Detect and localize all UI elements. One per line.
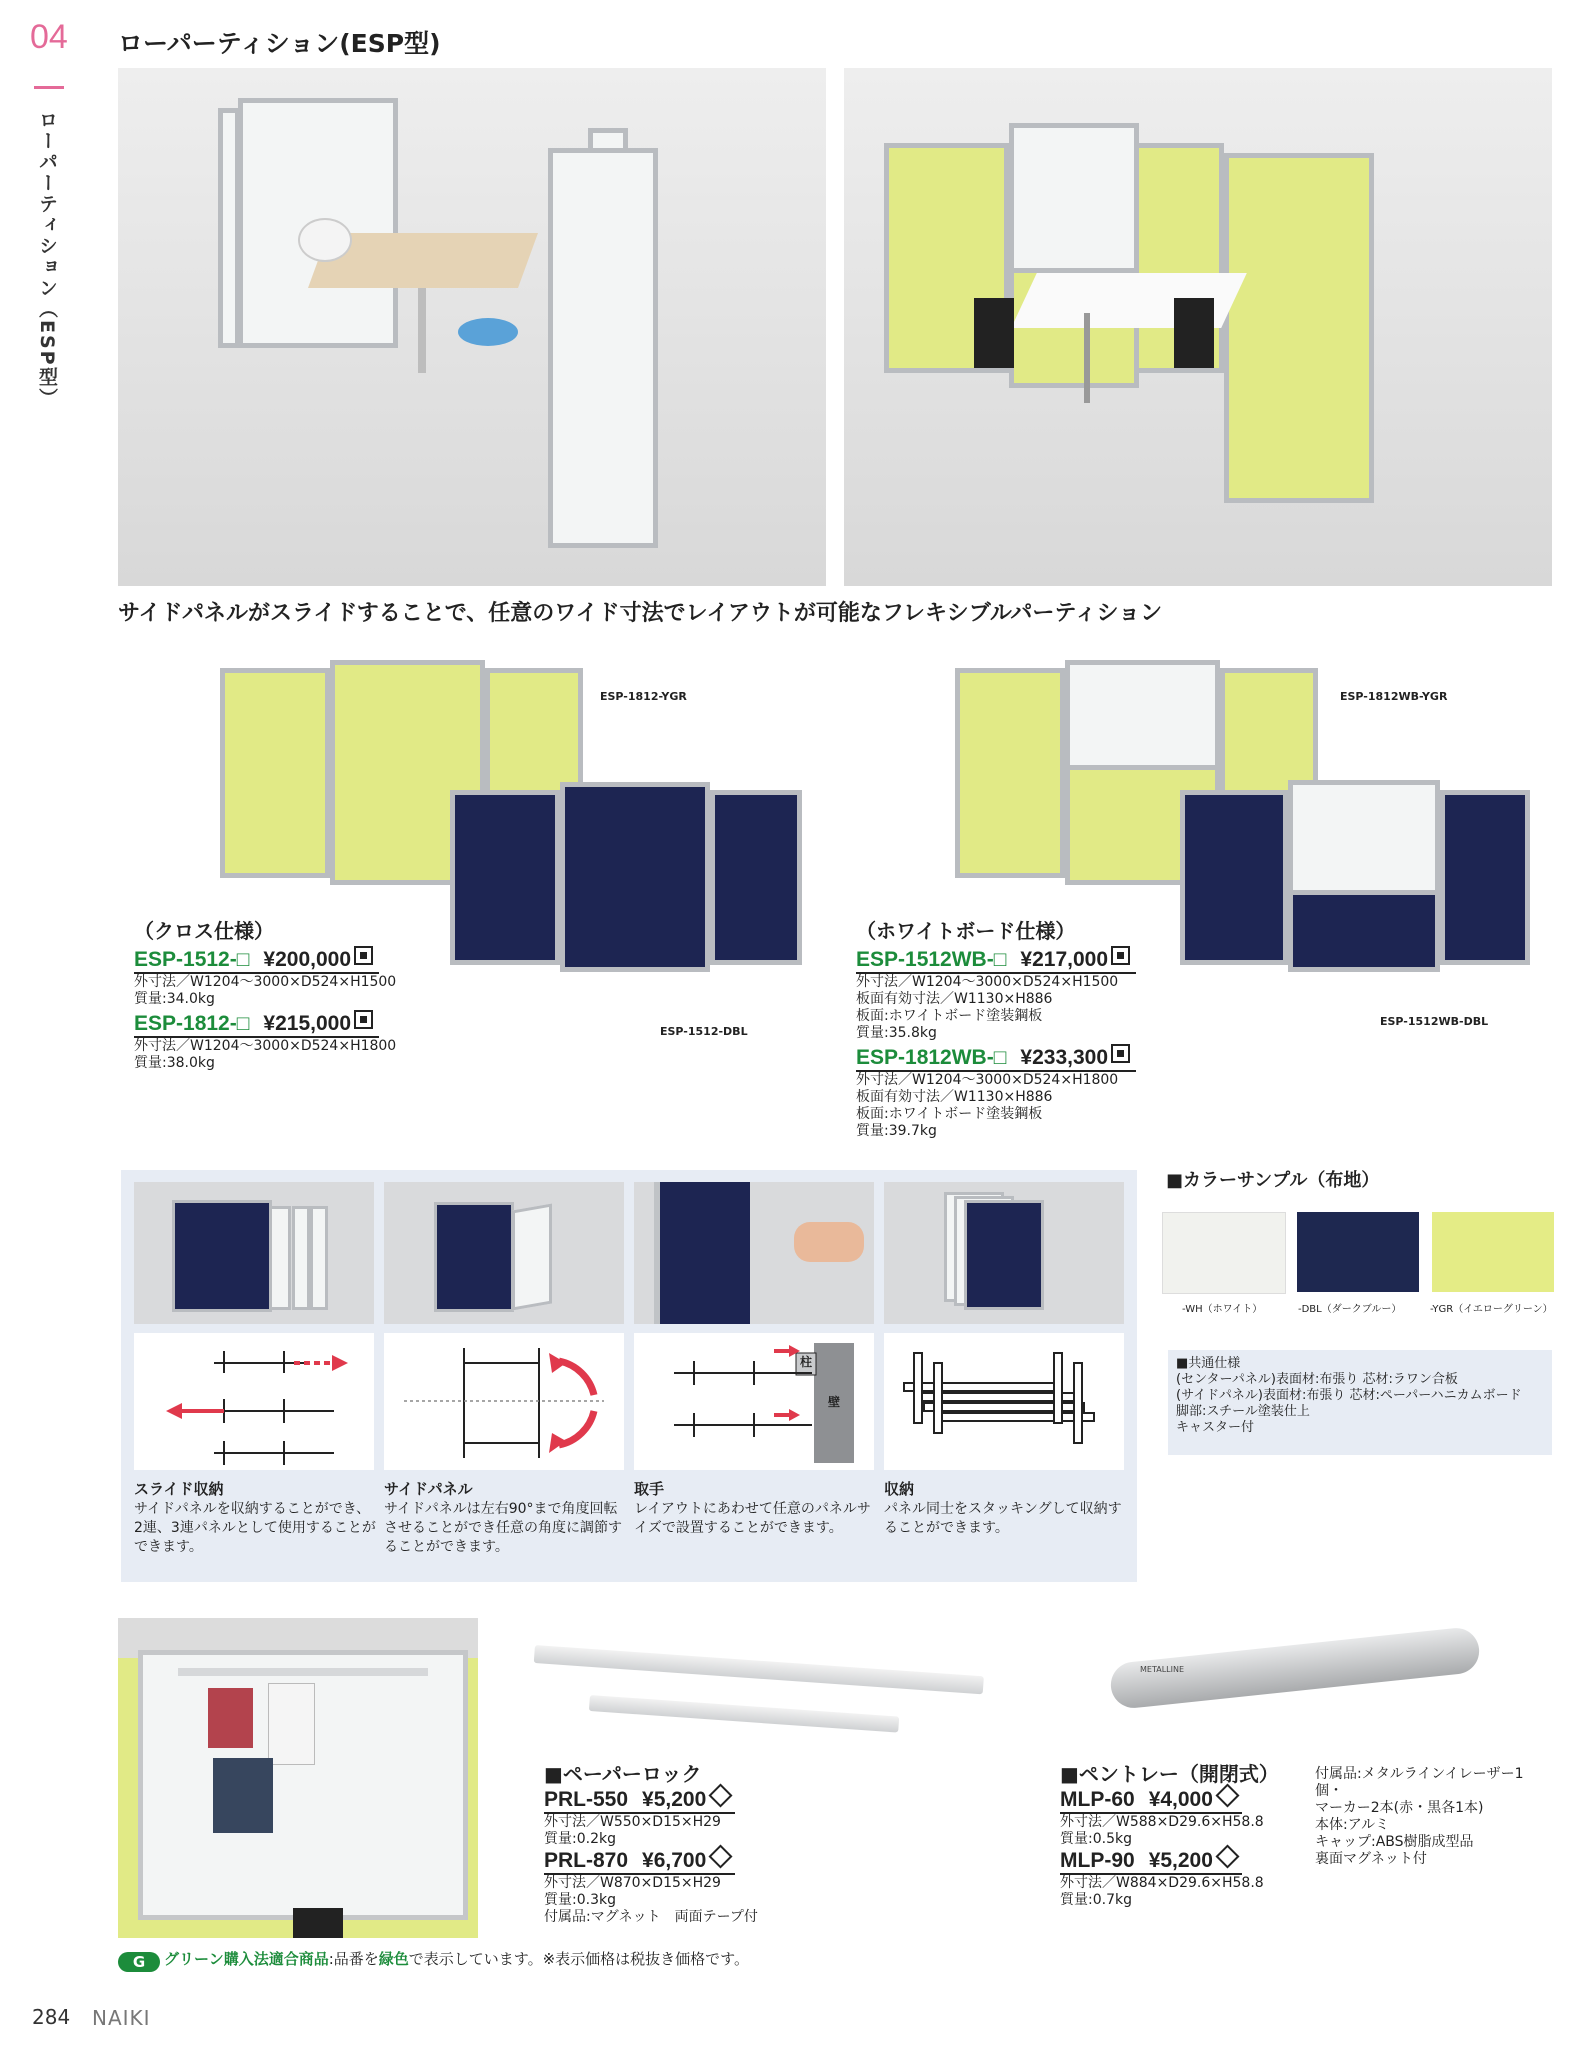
- cross-heading: （クロス仕様）: [134, 919, 274, 943]
- spec-line: 外寸法／W588×D29.6×H58.8: [1060, 1814, 1264, 1830]
- spec-line: 付属品:マグネット 両面テープ付: [544, 1909, 758, 1925]
- feature-title: 取手: [634, 1480, 665, 1498]
- feature-photo-slide: [134, 1182, 374, 1324]
- image-label: ESP-1812-YGR: [600, 690, 687, 703]
- green-pre: :品番を: [328, 1950, 379, 1968]
- product-price: ¥217,000: [1020, 948, 1108, 971]
- feature-title: スライド収納: [134, 1480, 224, 1498]
- stock-mark-icon: [1111, 946, 1130, 965]
- feature-text: レイアウトにあわせて任意のパネルサイズで設置することができます。: [634, 1501, 871, 1536]
- spec-line: 質量:39.7kg: [856, 1123, 937, 1139]
- image-label: ESP-1512WB-DBL: [1380, 1015, 1489, 1028]
- image-label: ESP-1812WB-YGR: [1340, 690, 1448, 703]
- color-swatch-darkblue: [1297, 1212, 1419, 1292]
- hero-photo-meeting-room: [844, 68, 1552, 586]
- spec-line: 質量:34.0kg: [134, 991, 215, 1007]
- spec-line: 外寸法／W1204～3000×D524×H1800: [134, 1038, 397, 1054]
- paper-lock-heading: ■ペーパーロック: [544, 1762, 702, 1786]
- product-code: PRL-870: [544, 1849, 629, 1872]
- common-spec-heading: ■共通仕様: [1176, 1356, 1241, 1371]
- note-line: 裏面マグネット付: [1315, 1851, 1427, 1867]
- product-price: ¥6,700: [642, 1849, 707, 1872]
- feature-photo-storage: [884, 1182, 1124, 1324]
- note-line: キャップ:ABS樹脂成型品: [1315, 1834, 1474, 1850]
- pen-tray-heading: ■ペントレー（開閉式）: [1060, 1762, 1279, 1786]
- diagram-label-pillar: 柱: [799, 1355, 812, 1369]
- product-code: MLP-60: [1060, 1788, 1135, 1811]
- spec-line: 板面有効寸法／W1130×H886: [856, 1089, 1053, 1105]
- feature-photo-side-panel: [384, 1182, 624, 1324]
- common-spec-line: (センターパネル)表面材:布張り 芯材:ラワン合板: [1176, 1372, 1458, 1387]
- page-title: ローパーティション(ESP型): [118, 29, 441, 58]
- green-purchase-note: [118, 1948, 749, 1972]
- spec-line: 板面:ホワイトボード塗装鋼板: [856, 1106, 1043, 1122]
- common-spec-line: キャスター付: [1176, 1420, 1255, 1435]
- feature-text: サイドパネルは左右90°まで角度回転させることができ任意の角度に調節することができます。: [384, 1501, 622, 1555]
- swatch-label: -WH（ホワイト）: [1182, 1304, 1263, 1315]
- diamond-mark-icon: [709, 1783, 733, 1807]
- green-title: グリーン購入法適合商品: [164, 1950, 329, 1968]
- product-price: ¥215,000: [263, 1012, 352, 1035]
- green-word: 緑色: [378, 1950, 409, 1968]
- cross-spec-block: [134, 915, 454, 1072]
- spec-line: 質量:0.2kg: [544, 1831, 616, 1847]
- stock-mark-icon: [354, 1010, 373, 1029]
- product-code: PRL-550: [544, 1788, 629, 1811]
- common-spec-box: [1168, 1350, 1552, 1455]
- product-price: ¥233,300: [1020, 1046, 1108, 1069]
- product-price: ¥200,000: [263, 948, 352, 971]
- chapter-number: 04: [30, 18, 68, 56]
- note-line: 付属品:メタルラインイレーザー1個・: [1315, 1766, 1524, 1799]
- pen-tray-notes: [1315, 1766, 1545, 1868]
- swatch-label: -YGR（イエローグリーン）: [1430, 1304, 1553, 1315]
- whiteboard-spec-block: [856, 915, 1196, 1140]
- spec-line: 板面有効寸法／W1130×H886: [856, 991, 1053, 1007]
- product-code: ESP-1512-□: [134, 948, 250, 971]
- whiteboard-heading: （ホワイトボード仕様）: [856, 919, 1076, 943]
- page-number: 284: [32, 2005, 71, 2029]
- feature-diagram-side-panel: [384, 1333, 624, 1470]
- spec-line: 外寸法／W550×D15×H29: [544, 1814, 721, 1830]
- green-mark-icon: G: [118, 1952, 160, 1972]
- image-label: ESP-1512-DBL: [660, 1025, 748, 1038]
- product-code: ESP-1812-□: [134, 1012, 250, 1035]
- swatch-label: -DBL（ダークブルー）: [1298, 1304, 1402, 1315]
- tagline: サイドパネルがスライドすることで、任意のワイド寸法でレイアウトが可能なフレキシブルパーティション: [118, 601, 1163, 626]
- feature-title: 収納: [884, 1480, 915, 1498]
- pen-tray-image: [1100, 1625, 1480, 1705]
- diamond-mark-icon: [709, 1844, 733, 1868]
- product-price: ¥5,200: [642, 1788, 707, 1811]
- features-panel: [121, 1170, 1137, 1582]
- spec-line: 質量:35.8kg: [856, 1025, 937, 1041]
- product-code: ESP-1512WB-□: [856, 948, 1007, 971]
- spec-line: 質量:0.3kg: [544, 1892, 616, 1908]
- feature-photo-handle: [634, 1182, 874, 1324]
- feature-text: サイドパネルを収納することができ、2連、3連パネルとして使用することができます。: [134, 1501, 376, 1555]
- product-price: ¥4,000: [1148, 1788, 1213, 1811]
- spec-line: 外寸法／W870×D15×H29: [544, 1875, 721, 1891]
- pen-tray-brand: METALLINE: [1140, 1665, 1185, 1674]
- spec-line: 外寸法／W1204～3000×D524×H1800: [856, 1072, 1119, 1088]
- stock-mark-icon: [354, 946, 373, 965]
- common-spec-line: (サイドパネル)表面材:布張り 芯材:ペーパーハニカムボード: [1176, 1388, 1522, 1403]
- spec-line: 外寸法／W1204～3000×D524×H1500: [856, 974, 1119, 990]
- product-price: ¥5,200: [1148, 1849, 1213, 1872]
- section-side-label: ローパーティション（ESP型）: [36, 110, 58, 409]
- color-swatch-white: [1162, 1212, 1286, 1294]
- diamond-mark-icon: [1215, 1844, 1239, 1868]
- color-swatch-yellowgreen: [1432, 1212, 1554, 1292]
- color-samples-heading: ■カラーサンプル（布地）: [1166, 1170, 1380, 1191]
- spec-line: 質量:0.5kg: [1060, 1831, 1132, 1847]
- diagram-label-wall: 壁: [827, 1395, 840, 1409]
- paper-lock-image: [530, 1630, 990, 1720]
- feature-title: サイドパネル: [384, 1480, 473, 1498]
- spec-line: 質量:38.0kg: [134, 1055, 215, 1071]
- chapter-divider: [34, 86, 64, 89]
- diamond-mark-icon: [1215, 1783, 1239, 1807]
- product-code: ESP-1812WB-□: [856, 1046, 1007, 1069]
- feature-diagram-handle: [634, 1333, 874, 1470]
- green-post: で表示しています。※表示価格は税抜き価格です。: [408, 1950, 749, 1968]
- feature-diagram-storage: [884, 1333, 1124, 1470]
- brand-name: NAIKI: [92, 2006, 151, 2030]
- whiteboard-paper-lock-photo: [118, 1618, 478, 1938]
- stock-mark-icon: [1111, 1044, 1130, 1063]
- product-code: MLP-90: [1060, 1849, 1135, 1872]
- spec-line: 外寸法／W1204～3000×D524×H1500: [134, 974, 397, 990]
- pen-tray-spec-block: [1060, 1758, 1310, 1909]
- note-line: マーカー2本(赤・黒各1本): [1315, 1800, 1484, 1816]
- paper-lock-spec-block: [544, 1758, 824, 1926]
- spec-line: 質量:0.7kg: [1060, 1892, 1132, 1908]
- feature-diagram-slide: [134, 1333, 374, 1470]
- common-spec-line: 脚部:スチール塗装仕上: [1176, 1404, 1310, 1419]
- spec-line: 外寸法／W884×D29.6×H58.8: [1060, 1875, 1264, 1891]
- feature-text: パネル同士をスタッキングして収納することができます。: [884, 1501, 1122, 1536]
- hero-photo-whiteboard-room: [118, 68, 826, 586]
- spec-line: 板面:ホワイトボード塗装鋼板: [856, 1008, 1043, 1024]
- note-line: 本体:アルミ: [1315, 1817, 1390, 1833]
